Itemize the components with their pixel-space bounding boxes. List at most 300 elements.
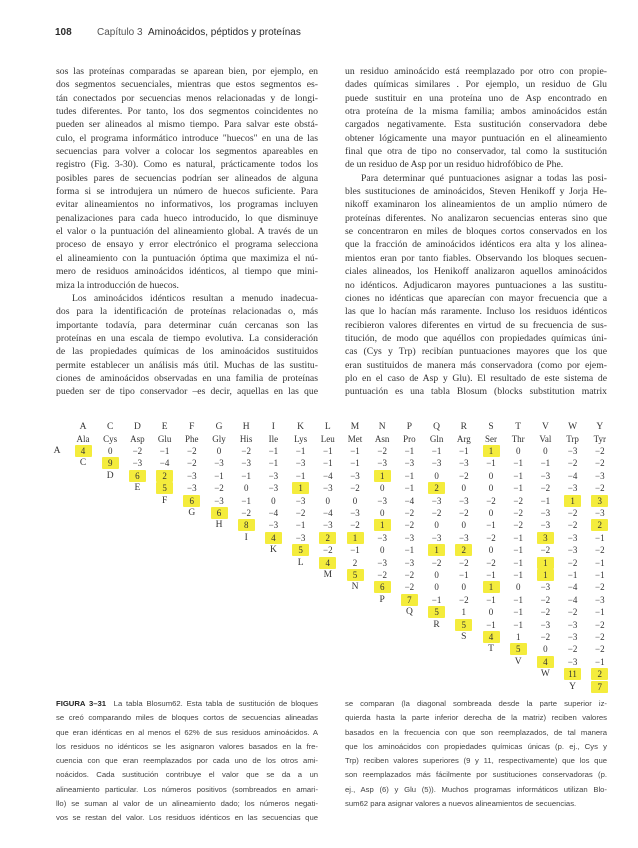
caption-line: que eran idénticas en al menos el 62% de sus residuos aminoácidos. A: [56, 727, 318, 737]
matrix-cell-D-N: 1: [374, 470, 391, 482]
matrix-cell-P-V: −2: [540, 594, 551, 605]
matrix-cell-C-D: −3: [132, 458, 143, 469]
matrix-cell-F-Q: −3: [431, 495, 442, 506]
matrix-cell-E-L: −3: [323, 483, 333, 494]
matrix-cell-R-W: −3: [567, 619, 578, 630]
matrix-cell-Y-Y: 7: [591, 681, 608, 693]
matrix-cell-H-I: −3: [268, 520, 279, 531]
matrix-cell-D-L: −4: [323, 470, 333, 481]
matrix-cell-K-N: 0: [379, 545, 385, 556]
matrix-cell-N-P: −2: [404, 582, 415, 593]
matrix-cell-L-M: 2: [352, 557, 358, 568]
matrix-cell-E-P: −1: [404, 483, 415, 494]
matrix-cell-F-T: −2: [513, 495, 523, 506]
matrix-cell-D-D: 6: [129, 470, 146, 482]
column-name-L: Leu: [320, 434, 335, 444]
matrix-cell-M-M: 5: [347, 569, 364, 581]
matrix-cell-K-S: 0: [488, 545, 494, 556]
matrix-cell-L-P: −3: [404, 557, 415, 568]
matrix-cell-K-Q: 1: [428, 544, 445, 556]
column-name-D: Asp: [130, 434, 145, 444]
caption-line: son reemplazados más fácilmente por sustituciones conservadoras (p.: [345, 770, 607, 780]
column-letter-H: H: [242, 422, 250, 432]
matrix-cell-E-H: 0: [243, 483, 249, 494]
matrix-cell-F-G: −3: [214, 495, 224, 506]
text-line: plo en el caso de Asp y Glu). El resultado de este sistema de: [345, 372, 607, 384]
column-letter-E: E: [161, 422, 168, 432]
column-name-G: Gly: [212, 434, 226, 444]
matrix-cell-F-P: −4: [404, 495, 415, 506]
text-line: se concentraron en miles de bloques cortos conservados en los: [345, 226, 607, 238]
text-line: Los aminoácidos idénticos resultan a menudo inadecua-: [72, 292, 318, 304]
matrix-cell-A-F: −2: [187, 446, 197, 456]
column-letter-I: I: [271, 422, 275, 432]
matrix-cell-E-T: −1: [513, 483, 523, 494]
matrix-cell-A-L: −1: [323, 446, 333, 456]
matrix-cell-E-R: 0: [461, 483, 467, 494]
matrix-cell-H-W: −2: [567, 520, 578, 531]
matrix-cell-C-F: −2: [187, 458, 197, 469]
matrix-cell-A-N: −2: [377, 446, 387, 456]
matrix-cell-A-T: 0: [515, 446, 521, 456]
text-line: dades químicas similares . Por ejemplo, un residuo de Glu: [345, 79, 607, 91]
text-line: tán conectados por secuencias menos relacionadas y de longi-: [56, 92, 318, 104]
text-line: el valor o la puntuación del alineamiento global. A través de un: [56, 226, 318, 238]
matrix-cell-L-V: 1: [537, 557, 554, 569]
matrix-cell-L-T: −1: [513, 557, 523, 568]
chapter-title: Aminoácidos, péptidos y proteínas: [148, 27, 301, 38]
matrix-cell-L-N: −3: [377, 557, 387, 568]
matrix-cell-R-R: 5: [455, 619, 472, 631]
matrix-cell-N-N: 6: [374, 581, 391, 593]
matrix-cell-I-Y: −1: [595, 532, 605, 543]
matrix-cell-A-A: 4: [75, 445, 92, 457]
matrix-cell-M-S: −1: [486, 570, 496, 580]
column-letter-K: K: [297, 422, 305, 432]
matrix-cell-I-S: −2: [486, 532, 496, 543]
row-letter-Q: Q: [405, 607, 413, 618]
matrix-cell-K-V: −2: [540, 545, 551, 556]
column-letter-N: N: [378, 422, 386, 432]
row-letter-S: S: [461, 632, 467, 642]
column-letter-C: C: [107, 422, 114, 432]
matrix-cell-C-M: −1: [350, 458, 360, 469]
matrix-cell-C-V: −1: [540, 458, 551, 469]
matrix-cell-G-Y: −3: [595, 508, 605, 518]
matrix-cell-M-T: −1: [513, 570, 523, 580]
matrix-cell-K-W: −3: [567, 545, 578, 556]
matrix-cell-I-Q: −3: [431, 532, 442, 543]
matrix-cell-R-Y: −2: [595, 619, 605, 630]
text-line: final que otra de tipo no conservador, tal como la sustitución: [345, 146, 607, 158]
text-line: cas (Cys y Trp) recibían puntuaciones mayores que los que: [345, 346, 607, 358]
column-letter-D: D: [133, 422, 141, 432]
matrix-cell-Q-V: −2: [540, 607, 551, 618]
text-line: titución, de modo que aquéllos con propiedades químicas úni-: [345, 332, 607, 344]
matrix-cell-E-V: −2: [540, 483, 551, 494]
column-name-Q: Gln: [429, 434, 444, 444]
row-letter-H: H: [215, 520, 223, 531]
column-name-E: Glu: [157, 434, 172, 444]
matrix-cell-V-W: −3: [567, 656, 578, 667]
text-line: el alineamiento con la puntuación óptima que maximiza el nú-: [56, 252, 318, 264]
matrix-cell-G-N: 0: [379, 508, 385, 518]
matrix-cell-I-N: −3: [377, 532, 387, 543]
matrix-cell-L-Y: −1: [595, 557, 605, 568]
matrix-cell-N-W: −4: [567, 582, 578, 593]
text-line: recibieron valores diferentes en virtud de su frecuencia de sus-: [345, 319, 607, 331]
matrix-cell-C-N: −3: [377, 458, 387, 469]
matrix-cell-G-M: −3: [350, 508, 360, 518]
matrix-cell-C-T: −1: [513, 458, 523, 469]
text-line: penalizaciones para cada hueco introducido, lo que disminuye: [56, 212, 318, 224]
matrix-cell-S-Y: −2: [595, 632, 605, 642]
matrix-cell-A-P: −1: [404, 446, 415, 456]
matrix-cell-G-K: −2: [295, 508, 306, 518]
matrix-cell-K-L: −2: [323, 545, 333, 556]
caption-line: que los aminoácidos con propiedades químicas únicas (p. ej., Cys y: [345, 741, 607, 751]
matrix-cell-G-R: −2: [459, 508, 469, 518]
matrix-cell-K-K: 5: [292, 544, 309, 556]
text-line: posibles pares de secuencias podrían ser alineados de alguna: [56, 172, 318, 184]
column-letter-V: V: [541, 422, 549, 432]
matrix-cell-P-Q: −1: [431, 594, 442, 605]
matrix-cell-N-S: 1: [483, 581, 500, 593]
column-letter-W: W: [568, 422, 578, 432]
text-line: tudes diferentes. Por tanto, los dos segmentos coincidentes no: [56, 106, 318, 118]
matrix-cell-I-K: −3: [295, 532, 306, 543]
matrix-cell-D-M: −3: [350, 470, 360, 481]
matrix-cell-H-K: −1: [295, 520, 306, 531]
column-name-K: Lys: [294, 434, 308, 444]
caption-line: sum62 para asignar valores a nuevos alineamientos de secuencias.: [345, 799, 577, 809]
caption-line: basados en la frecuencia con que son reemplazados, de tal manera: [345, 727, 607, 737]
matrix-cell-N-Q: 0: [434, 582, 439, 593]
matrix-cell-G-P: −2: [404, 508, 415, 518]
matrix-cell-K-Y: −2: [595, 545, 605, 556]
matrix-cell-D-V: −3: [540, 470, 551, 481]
matrix-cell-P-S: −1: [486, 594, 496, 605]
row-letter-Y: Y: [569, 681, 577, 692]
matrix-cell-S-S: 4: [483, 631, 500, 643]
text-line: de las propiedades químicas de los aminoácidos sustituidos: [56, 346, 318, 358]
caption-line: quierda hasta la parte inferior derecha de la matriz) reciben valores: [345, 713, 607, 723]
matrix-cell-C-G: −3: [214, 458, 224, 469]
row-letter-R: R: [433, 619, 440, 630]
matrix-cell-C-R: −3: [459, 458, 469, 469]
matrix-cell-G-T: −2: [513, 508, 523, 518]
row-letter-C: C: [79, 458, 87, 469]
matrix-cell-K-P: −1: [404, 545, 415, 556]
caption-line: alineamiento particular. Los números positivos (sombreados en amari-: [56, 784, 318, 794]
matrix-cell-A-W: −3: [567, 446, 578, 456]
matrix-cell-E-M: −2: [350, 483, 360, 494]
matrix-cell-A-S: 1: [483, 445, 500, 457]
matrix-cell-C-P: −3: [404, 458, 415, 469]
column-letter-G: G: [215, 422, 223, 432]
matrix-cell-K-T: −1: [513, 545, 523, 556]
text-line: culo, el programa informático introduce "huecos" en una de las: [56, 132, 318, 144]
matrix-cell-A-C: 0: [107, 446, 113, 456]
row-letter-T: T: [488, 644, 494, 655]
matrix-cell-P-T: −1: [513, 594, 523, 605]
matrix-cell-R-T: −1: [513, 619, 523, 630]
caption-line: noácidos. Cada sustitución contribuye el valor que se da a un: [56, 770, 318, 780]
matrix-cell-D-F: −3: [187, 470, 197, 481]
matrix-cell-F-I: 0: [271, 495, 276, 506]
matrix-cell-F-H: −1: [241, 495, 251, 506]
text-line: evitar alineamientos no informativos, los programas incluyen: [56, 199, 318, 211]
caption-text: La tabla Blosum62. Esta tabla de sustitución de bloques: [113, 699, 318, 708]
matrix-cell-D-H: −1: [241, 470, 251, 481]
text-line: ciones de aminoácidos observadas en una familia de proteínas: [56, 372, 318, 384]
matrix-cell-C-C: 9: [102, 457, 119, 469]
figure-caption-left: [56, 697, 318, 826]
matrix-cell-H-L: −3: [323, 520, 333, 531]
row-letter-W: W: [540, 669, 550, 680]
matrix-cell-G-Q: −2: [431, 508, 442, 518]
text-line: registro (Fig. 3-30). Como es natural, prácticamente todos los: [56, 159, 318, 171]
matrix-cell-F-V: −1: [540, 495, 551, 506]
matrix-cell-T-Y: −2: [595, 644, 605, 655]
column-letter-P: P: [406, 422, 413, 432]
matrix-cell-F-L: 0: [325, 495, 331, 506]
matrix-cell-L-Q: −2: [431, 557, 442, 568]
matrix-cell-A-Y: −2: [595, 446, 605, 456]
matrix-cell-M-V: 1: [537, 569, 554, 581]
matrix-cell-N-T: 0: [515, 582, 521, 593]
matrix-cell-A-I: −1: [268, 446, 279, 456]
matrix-cell-H-S: −1: [486, 520, 496, 531]
column-name-R: Arg: [456, 434, 471, 444]
matrix-cell-H-H: 8: [238, 519, 255, 531]
matrix-cell-A-G: 0: [216, 446, 222, 456]
matrix-cell-A-D: −2: [132, 446, 143, 456]
row-letter-M: M: [323, 570, 333, 580]
column-letter-R: R: [460, 422, 467, 432]
matrix-cell-E-Q: 2: [428, 482, 445, 494]
text-line: nikoff examinaron los alineamientos de un amplio número de: [345, 199, 607, 211]
matrix-cell-I-V: 3: [537, 532, 554, 544]
text-line: sos las proteínas comparadas se aparean bien, por ejemplo, en: [56, 66, 318, 77]
matrix-cell-E-E: 5: [156, 482, 173, 494]
text-line: puede sustituir en una proteína uno de Asp encontrado en: [345, 92, 607, 104]
matrix-cell-D-K: −1: [295, 470, 306, 481]
matrix-cell-D-P: −1: [404, 470, 415, 481]
matrix-cell-F-F: 6: [183, 495, 200, 507]
caption-line: cuencia con que eran reemplazados por cada uno de los otros ami-: [56, 756, 318, 766]
column-letter-S: S: [488, 422, 494, 432]
caption-line: vos se restan del valor. Los residuos idénticos en las secuencias que: [56, 813, 318, 823]
matrix-cell-F-S: −2: [486, 495, 496, 506]
text-line: proteínas en una escala de tiempo evolutiva. La consideración: [56, 332, 318, 344]
matrix-cell-L-R: −2: [459, 557, 469, 568]
matrix-cell-C-W: −2: [567, 458, 578, 469]
matrix-cell-H-R: 0: [461, 520, 467, 531]
text-line: un residuo aminoácido está reemplazado por otro con propie-: [345, 66, 607, 77]
column-name-M: Met: [347, 434, 363, 444]
matrix-cell-F-N: −3: [377, 495, 387, 506]
matrix-cell-T-T: 5: [510, 643, 527, 655]
matrix-cell-M-W: −1: [567, 570, 578, 580]
matrix-cell-W-W: 11: [564, 668, 581, 680]
matrix-cell-P-P: 7: [401, 594, 418, 606]
text-line: dos segmentos secuenciales, mientras que estos segmentos es-: [56, 79, 318, 91]
caption-line: [56, 697, 318, 711]
matrix-cell-F-W: 1: [564, 495, 581, 507]
matrix-cell-S-W: −3: [567, 632, 578, 642]
column-letter-Q: Q: [433, 422, 441, 432]
matrix-cell-P-Y: −3: [595, 594, 605, 605]
matrix-cell-I-T: −1: [513, 532, 523, 543]
matrix-cell-L-L: 4: [319, 557, 336, 569]
caption-line: se creó comparando miles de bloques cortos de secuencias alineadas: [56, 713, 318, 723]
text-line: pueden ser de tipo conservador –es decir, aquellas en las que: [56, 386, 318, 398]
text-line: ciones no idénticas que aparecían con mayor frecuencia que a: [345, 292, 607, 304]
right-text-column: [345, 65, 607, 399]
column-name-N: Asn: [374, 434, 390, 444]
matrix-cell-H-Y: 2: [591, 519, 608, 531]
matrix-cell-L-S: −2: [486, 557, 496, 568]
matrix-cell-R-V: −3: [540, 619, 551, 630]
matrix-cell-Q-Y: −1: [595, 607, 605, 618]
column-letter-T: T: [515, 422, 522, 432]
matrix-cell-M-Y: −1: [595, 570, 605, 580]
row-letter-A: A: [53, 446, 61, 456]
text-line: importante todavía, para determinar cuán cercanas son las: [56, 319, 318, 331]
row-letter-E: E: [134, 483, 141, 494]
text-line: de un residuo de Asp por un residuo hidrofóbico de Phe.: [345, 159, 564, 171]
row-letter-K: K: [269, 545, 277, 556]
column-name-T: Thr: [511, 434, 525, 444]
matrix-cell-D-G: −1: [214, 470, 224, 481]
matrix-cell-K-M: −1: [350, 545, 360, 556]
matrix-cell-H-Q: 0: [434, 520, 439, 531]
text-line: permite establecer un análisis más útil. Muchas de las sustitu-: [56, 359, 318, 371]
matrix-cell-I-L: 2: [319, 532, 336, 544]
row-letter-I: I: [244, 532, 248, 543]
matrix-cell-V-V: 4: [537, 656, 554, 668]
caption-line: ej., Asp (6) y Glu (5)). Muchos programas informáticos utilizan Blo-: [345, 784, 607, 794]
matrix-cell-I-M: 1: [347, 532, 364, 544]
matrix-cell-F-K: −3: [295, 495, 306, 506]
matrix-cell-T-W: −2: [567, 644, 578, 655]
matrix-cell-C-E: −4: [159, 458, 170, 469]
matrix-cell-G-S: 0: [488, 508, 494, 518]
column-name-F: Phe: [185, 434, 199, 444]
page-number: 108: [55, 27, 72, 38]
caption-line: Trp) reciben valores superiores (9 y 11, respectivamente) que los que: [345, 756, 607, 766]
column-name-A: Ala: [76, 434, 90, 444]
matrix-cell-K-R: 2: [455, 544, 472, 556]
matrix-cell-Q-R: 1: [461, 607, 467, 618]
column-letter-A: A: [79, 422, 87, 432]
matrix-cell-C-H: −3: [241, 458, 251, 469]
matrix-cell-H-P: −2: [404, 520, 415, 531]
matrix-cell-A-R: −1: [459, 446, 469, 456]
matrix-cell-H-T: −2: [513, 520, 523, 531]
row-letter-L: L: [297, 557, 304, 568]
text-line: dos para la identificación de proteínas relacionadas o, más: [56, 306, 318, 318]
matrix-cell-A-E: −1: [159, 446, 170, 456]
column-name-W: Trp: [566, 434, 579, 444]
caption-line: se comparan (la diagonal sombreada desde la parte superior iz-: [345, 699, 607, 708]
row-letter-G: G: [188, 508, 196, 518]
matrix-cell-I-I: 4: [265, 532, 282, 544]
matrix-cell-D-Q: 0: [434, 470, 439, 481]
matrix-cell-D-W: −4: [567, 470, 578, 481]
matrix-cell-W-Y: 2: [591, 668, 608, 680]
matrix-cell-D-R: −2: [459, 470, 469, 481]
text-line: forma si se introdujera un número de huecos suficiente. Para: [56, 186, 318, 198]
matrix-cell-L-W: −2: [567, 557, 578, 568]
matrix-cell-I-W: −3: [567, 532, 578, 543]
matrix-cell-P-W: −4: [567, 594, 578, 605]
row-letter-N: N: [351, 582, 359, 593]
text-line: proteínas diferentes. No analizaron secuencias enteras sino que: [345, 212, 607, 224]
text-line: otra proteína de la misma familia; ambos aminoácidos están: [345, 106, 607, 118]
text-line: miza la introducción de huecos.: [56, 279, 179, 291]
matrix-cell-N-Y: −2: [595, 582, 605, 593]
figure-caption-right: [345, 697, 607, 811]
text-line: eran sustituidos de manera más conservadora (como por ejem-: [345, 359, 607, 371]
matrix-cell-G-I: −4: [268, 508, 279, 518]
row-letter-P: P: [379, 594, 385, 605]
matrix-cell-E-K: 1: [292, 482, 309, 494]
column-letter-M: M: [350, 422, 360, 432]
matrix-cell-C-I: −1: [268, 458, 279, 469]
matrix-cell-D-T: −1: [513, 470, 523, 481]
text-line: mero de residuos aminoácidos idénticos, al tiempo que mini-: [56, 266, 318, 278]
column-name-Y: Tyr: [593, 434, 606, 444]
matrix-cell-F-R: −3: [459, 495, 469, 506]
matrix-cell-Q-T: −1: [513, 607, 523, 618]
page-header: [55, 27, 301, 38]
matrix-cell-G-G: 6: [211, 507, 228, 519]
row-letter-V: V: [514, 656, 522, 667]
matrix-cell-C-Q: −3: [431, 458, 442, 469]
matrix-cell-N-R: 0: [461, 582, 467, 593]
row-letter-F: F: [161, 495, 168, 506]
caption-line: llo) se suman al valor de un alineamiento dado; los números negati-: [56, 799, 318, 809]
matrix-cell-M-Q: 0: [434, 570, 439, 580]
matrix-cell-E-F: −3: [187, 483, 197, 494]
column-name-C: Cys: [103, 434, 118, 444]
matrix-cell-C-S: −1: [486, 458, 496, 469]
column-letter-Y: Y: [596, 422, 604, 432]
text-line: pueden ser alineados al mismo tiempo. Para salvar este obstá-: [56, 119, 318, 131]
text-line: que la fracción de aminoácidos idénticos era alta y los alinea-: [345, 239, 607, 251]
text-line: obtener lógicamente una mayor puntuación en el alineamiento: [345, 132, 607, 144]
matrix-cell-D-E: 2: [156, 470, 173, 482]
figure-label: FIGURA 3–31: [56, 699, 107, 708]
text-line: bles sustituciones de aminoácidos, Steven Henikoff y Jorja He-: [345, 186, 607, 198]
matrix-cell-C-K: −3: [295, 458, 306, 469]
matrix-cell-G-W: −2: [567, 508, 578, 518]
matrix-cell-N-V: −3: [540, 582, 551, 593]
matrix-cell-C-Y: −2: [595, 458, 605, 469]
matrix-cell-M-N: −2: [377, 570, 387, 580]
matrix-cell-Q-W: −2: [567, 607, 578, 618]
column-name-H: His: [239, 434, 253, 444]
matrix-cell-E-G: −2: [214, 483, 224, 494]
column-name-S: Ser: [485, 434, 497, 444]
matrix-cell-E-I: −3: [268, 483, 279, 494]
matrix-cell-V-Y: −1: [595, 656, 605, 667]
matrix-cell-P-R: −2: [459, 594, 469, 605]
matrix-cell-M-P: −2: [404, 570, 415, 580]
left-text-column: [56, 65, 318, 399]
